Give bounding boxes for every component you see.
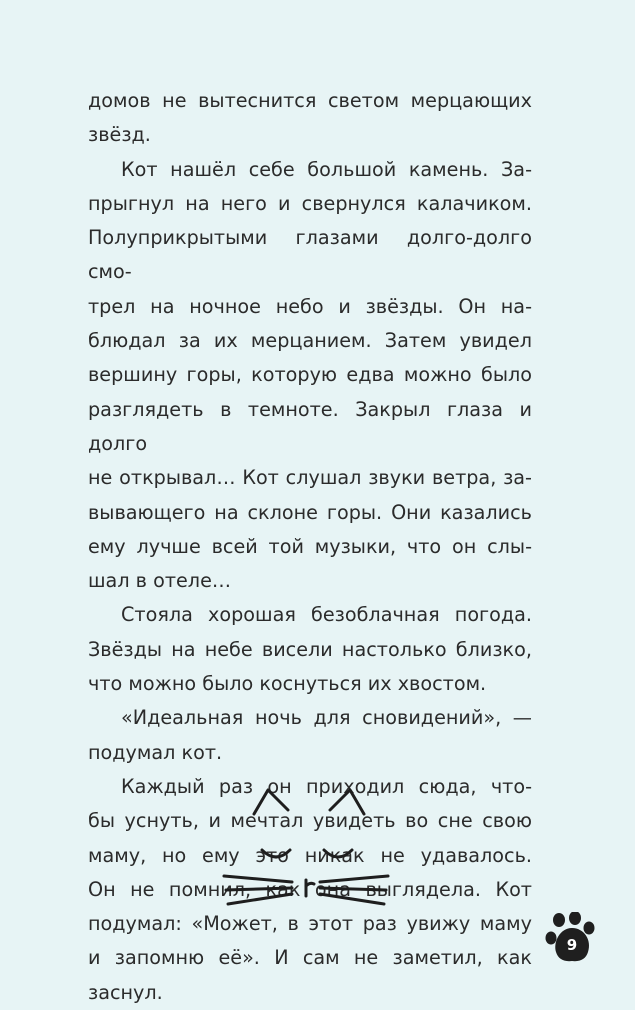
left-closed-eye-icon [262, 850, 290, 857]
text-line: шал в отеле… [88, 569, 232, 593]
text-line: маму, но ему это никак не удавалось. [88, 843, 532, 867]
mouth-icon [306, 880, 314, 896]
text-line: Каждый раз он приходил сюда, что- [121, 774, 532, 798]
text-line: разглядеть в темноте. Закрыл глаза и долго [88, 397, 532, 455]
text-line: не открывал… Кот слушал звуки ветра, за- [88, 466, 532, 490]
text-line: Звёзды на небе висели настолько близко, [88, 637, 532, 661]
text-line: домов не вытеснится светом мерцающих [88, 89, 532, 112]
left-ear-icon [254, 790, 288, 814]
text-line: подумал: «Может, в этот раз увижу маму [88, 912, 532, 936]
text-line: что можно было коснуться их хвостом. [88, 672, 487, 696]
text-line: вывающего на склоне горы. Они казались [88, 500, 532, 524]
text-line: блюдал за их мерцанием. Затем увидел [88, 329, 532, 353]
right-closed-eye-icon [324, 850, 352, 857]
left-whiskers-icon [224, 876, 292, 904]
text-line: Полуприкрытыми глазами долго-долго смо- [88, 226, 532, 284]
text-line: звёзд. [88, 123, 151, 147]
text-line: трел на ночное небо и звёзды. Он на- [88, 294, 532, 318]
right-whiskers-icon [320, 876, 388, 904]
text-line: бы уснуть, и мечтал увидеть во сне свою [88, 809, 532, 833]
text-line: и запомню её». И сам не заметил, как [88, 946, 532, 970]
text-line: Стояла хорошая безоблачная погода. [121, 603, 532, 627]
text-line: подумал кот. [88, 740, 223, 764]
sleeping-cat-face-icon [218, 780, 394, 920]
text-line: Он не помнил, как она выглядела. Кот [88, 877, 532, 901]
text-line: заснул. [88, 980, 163, 1004]
text-line: «Идеальная ночь для сновидений», — [121, 706, 532, 730]
page-number: 9 [566, 936, 578, 954]
text-line: вершину горы, которую едва можно было [88, 363, 532, 387]
text-line: прыгнул на него и свернулся калачиком. [88, 191, 532, 215]
text-line: Кот нашёл себе большой камень. За- [121, 157, 532, 181]
right-ear-icon [330, 790, 364, 814]
text-line: ему лучше всей той музыки, что он слы- [88, 534, 532, 558]
